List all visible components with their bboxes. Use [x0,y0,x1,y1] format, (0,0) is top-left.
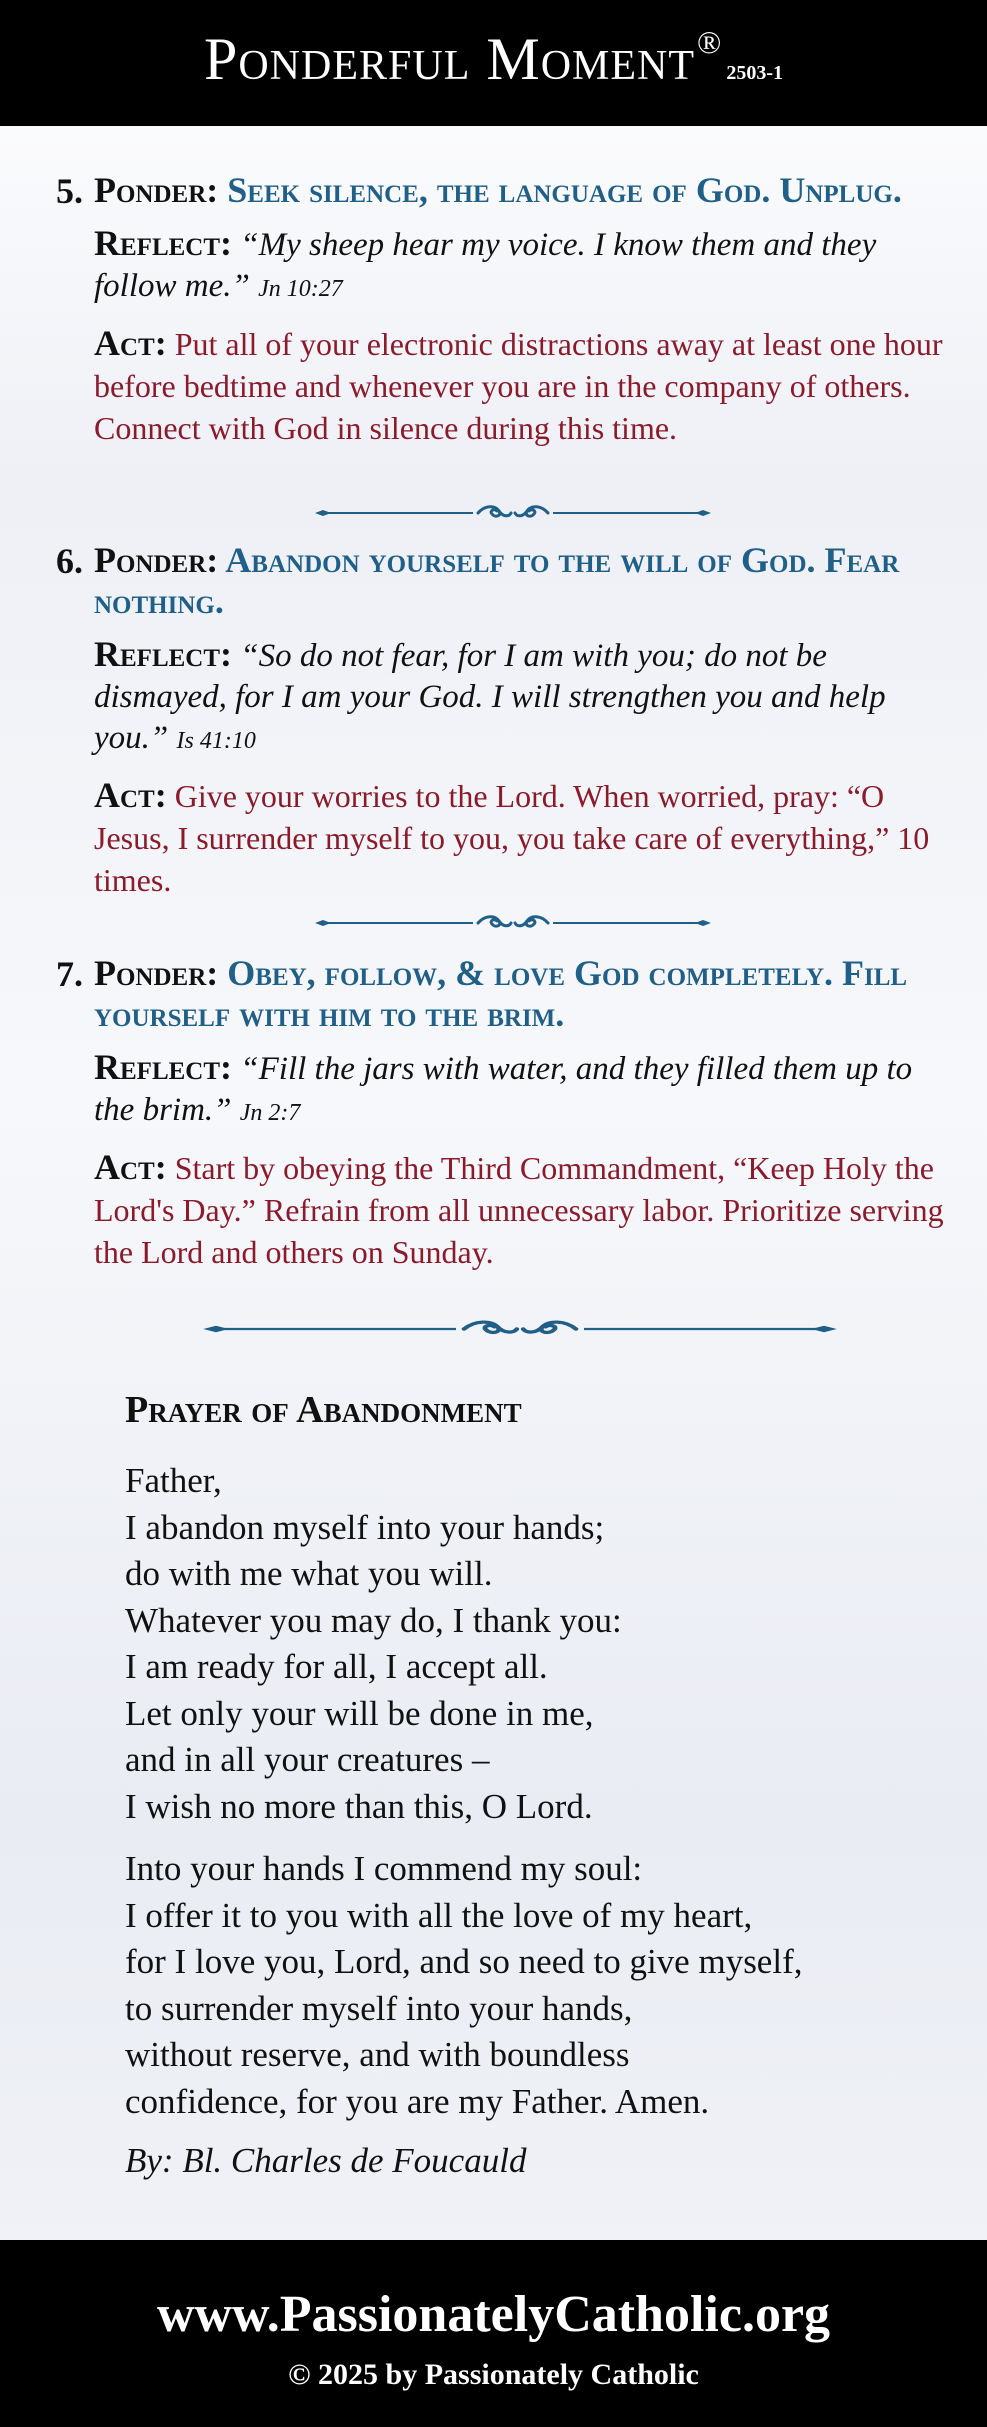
act-line [94,1146,946,1273]
ponder-line [94,953,946,1035]
product-code: 2503-1 [726,62,784,84]
prayer-stanza-1: Father, I abandon myself into your hands; do with me what you will. Whatever you may do, I thank you: I am ready for all, I accept all. Let only your will be done in me, and in all your creatures – I wish no more than this, O Lord. [125,1461,622,1826]
ponder-item-6 [56,540,946,901]
footer-bar [0,2240,987,2427]
reflect-label: Reflect: [94,223,233,263]
reflect-line [94,634,946,762]
item-number: 7. [56,954,83,994]
ponder-line [94,170,946,211]
website-link[interactable]: www.PassionatelyCatholic.org [156,2286,831,2343]
reflect-quote: “My sheep hear my voice. I know them and they follow me.” [94,227,877,304]
act-line [94,774,946,901]
reflect-label: Reflect: [94,1047,233,1087]
ponder-label: Ponder: [94,170,219,210]
copyright-text: © 2025 by Passionately Catholic [288,2358,699,2391]
prayer-section [125,1388,945,2181]
act-line [94,322,946,449]
act-text: Put all of your electronic distractions away at least one hour before bedtime and whenever you are in the company of others. Connect with God in silence during this time. [94,326,943,446]
reflect-label: Reflect: [94,634,233,674]
ponder-item-5 [56,170,946,449]
item-number: 5. [56,171,83,211]
ponder-item-7 [56,953,946,1273]
reflect-line [94,1047,946,1134]
item-number: 6. [56,541,83,581]
scripture-reference: Jn 2:7 [239,1100,301,1126]
scripture-reference: Is 41:10 [176,728,256,754]
reflect-quote: “So do not fear, for I am with you; do not be dismayed, for I am your God. I will strengthen you and help you.” [94,638,886,756]
ornament-divider-icon [313,913,713,933]
page-title [0,24,987,92]
prayer-author: By: Bl. Charles de Foucauld [125,2141,527,2180]
act-text: Give your worries to the Lord. When worried, pray: “O Jesus, I surrender myself to you, you take care of everything,” 10 times. [94,778,930,898]
ornament-divider-icon [313,503,713,523]
ponder-text: Abandon yourself to the will of God. Fear nothing. [94,540,900,621]
ponder-line [94,540,946,622]
scripture-reference: Jn 10:27 [258,276,343,302]
ponder-label: Ponder: [94,953,219,993]
act-label: Act: [94,323,167,363]
reflect-quote: “Fill the jars with water, and they filled them up to the brim.” [94,1051,913,1128]
prayer-stanza-2: Into your hands I commend my soul: I offer it to you with all the love of my heart, for I love you, Lord, and so need to give myself, to surrender myself into your hands, without reserve, and with boundless confidence, for you are my Father. Amen. [125,1849,803,2121]
ornament-divider-large-icon [200,1318,840,1340]
act-label: Act: [94,775,167,815]
title-text: Ponderful Moment [203,26,696,92]
act-text: Start by obeying the Third Commandment, “Keep Holy the Lord's Day.” Refrain from all unnecessary labor. Prioritize serving the Lord and others on Sunday. [94,1150,944,1270]
ponder-label: Ponder: [94,540,219,580]
header-bar [0,0,987,126]
ponder-text: Seek silence, the language of God. Unplug. [227,170,902,210]
ponder-text: Obey, follow, & love God completely. Fill yourself with him to the brim. [94,953,908,1034]
registered-mark: ® [697,24,723,60]
act-label: Act: [94,1147,167,1187]
reflect-line [94,223,946,310]
prayer-title: Prayer of Abandonment [125,1389,522,1431]
